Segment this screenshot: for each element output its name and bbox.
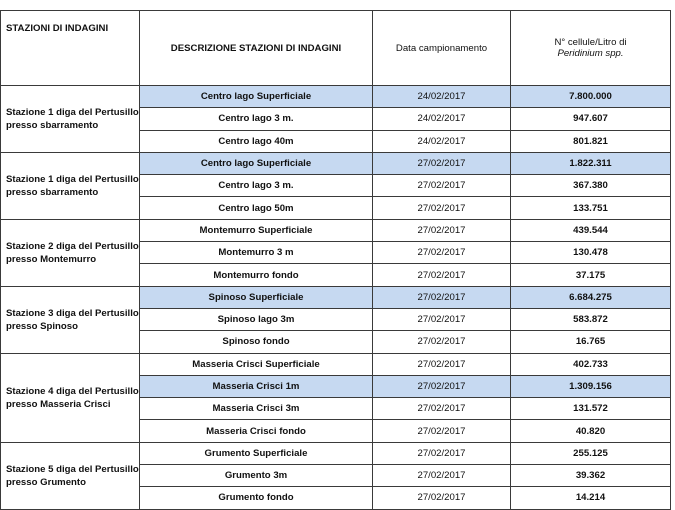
cell-count: 39.362 bbox=[511, 465, 671, 487]
header-description: DESCRIZIONE STAZIONI DI INDAGINI bbox=[140, 11, 373, 86]
sampling-date: 27/02/2017 bbox=[373, 375, 511, 397]
station-description: Centro lago Superficiale bbox=[140, 86, 373, 108]
table-row bbox=[1, 86, 671, 108]
cell-count: 40.820 bbox=[511, 420, 671, 442]
sampling-date: 24/02/2017 bbox=[373, 86, 511, 108]
station-name: Stazione 1 diga del Pertusillo presso sbarramento bbox=[1, 86, 140, 153]
station-description: Montemurro fondo bbox=[140, 264, 373, 286]
cell-count: 14.214 bbox=[511, 487, 671, 509]
station-name: Stazione 2 diga del Pertusillo presso Montemurro bbox=[1, 219, 140, 286]
table-header-row bbox=[1, 11, 671, 86]
table-body bbox=[1, 86, 671, 510]
cell-count: 37.175 bbox=[511, 264, 671, 286]
cell-count: 402.733 bbox=[511, 353, 671, 375]
station-name: Stazione 3 diga del Pertusillo presso Spinoso bbox=[1, 286, 140, 353]
sampling-date: 24/02/2017 bbox=[373, 130, 511, 152]
cell-count: 6.684.275 bbox=[511, 286, 671, 308]
sampling-date: 27/02/2017 bbox=[373, 353, 511, 375]
phytoplankton-table bbox=[0, 10, 671, 510]
cell-count: 439.544 bbox=[511, 219, 671, 241]
station-description: Centro lago 40m bbox=[140, 130, 373, 152]
sampling-date: 27/02/2017 bbox=[373, 420, 511, 442]
table-row bbox=[1, 286, 671, 308]
header-date-label: Data campionamento bbox=[395, 42, 488, 54]
table-row bbox=[1, 353, 671, 375]
station-description: Centro lago Superficiale bbox=[140, 152, 373, 174]
cell-count: 1.309.156 bbox=[511, 375, 671, 397]
station-description: Spinoso fondo bbox=[140, 331, 373, 353]
station-description: Grumento Superficiale bbox=[140, 442, 373, 464]
sampling-date: 27/02/2017 bbox=[373, 331, 511, 353]
station-name: Stazione 1 diga del Pertusillo presso sbarramento bbox=[1, 152, 140, 219]
sampling-date: 24/02/2017 bbox=[373, 108, 511, 130]
table-row bbox=[1, 219, 671, 241]
header-cells-label: N° cellule/Litro di bbox=[554, 37, 627, 48]
table-row bbox=[1, 442, 671, 464]
sampling-date: 27/02/2017 bbox=[373, 398, 511, 420]
header-cells bbox=[511, 11, 671, 86]
cell-count: 133.751 bbox=[511, 197, 671, 219]
header-station: STAZIONI DI INDAGINI bbox=[1, 11, 140, 86]
sampling-date: 27/02/2017 bbox=[373, 175, 511, 197]
sampling-date: 27/02/2017 bbox=[373, 286, 511, 308]
cell-count: 947.607 bbox=[511, 108, 671, 130]
station-description: Masseria Crisci 3m bbox=[140, 398, 373, 420]
sampling-date: 27/02/2017 bbox=[373, 487, 511, 509]
cell-count: 1.822.311 bbox=[511, 152, 671, 174]
sampling-date: 27/02/2017 bbox=[373, 264, 511, 286]
sampling-date: 27/02/2017 bbox=[373, 442, 511, 464]
sampling-date: 27/02/2017 bbox=[373, 152, 511, 174]
station-description: Montemurro Superficiale bbox=[140, 219, 373, 241]
cell-count: 801.821 bbox=[511, 130, 671, 152]
sampling-date: 27/02/2017 bbox=[373, 242, 511, 264]
station-description: Centro lago 3 m. bbox=[140, 108, 373, 130]
cell-count: 367.380 bbox=[511, 175, 671, 197]
sampling-date: 27/02/2017 bbox=[373, 308, 511, 330]
station-description: Spinoso Superficiale bbox=[140, 286, 373, 308]
table-row bbox=[1, 152, 671, 174]
station-description: Grumento fondo bbox=[140, 487, 373, 509]
header-cells-species: Peridinium spp. bbox=[557, 48, 624, 59]
station-description: Spinoso lago 3m bbox=[140, 308, 373, 330]
sampling-date: 27/02/2017 bbox=[373, 197, 511, 219]
cell-count: 130.478 bbox=[511, 242, 671, 264]
station-description: Masseria Crisci 1m bbox=[140, 375, 373, 397]
station-name: Stazione 5 diga del Pertusillo presso Grumento bbox=[1, 442, 140, 509]
header-date bbox=[373, 11, 511, 86]
cell-count: 255.125 bbox=[511, 442, 671, 464]
station-description: Masseria Crisci fondo bbox=[140, 420, 373, 442]
station-description: Centro lago 3 m. bbox=[140, 175, 373, 197]
sampling-date: 27/02/2017 bbox=[373, 465, 511, 487]
station-description: Grumento 3m bbox=[140, 465, 373, 487]
station-name: Stazione 4 diga del Pertusillo presso Masseria Crisci bbox=[1, 353, 140, 442]
station-description: Masseria Crisci Superficiale bbox=[140, 353, 373, 375]
cell-count: 583.872 bbox=[511, 308, 671, 330]
station-description: Montemurro 3 m bbox=[140, 242, 373, 264]
cell-count: 7.800.000 bbox=[511, 86, 671, 108]
cell-count: 16.765 bbox=[511, 331, 671, 353]
cell-count: 131.572 bbox=[511, 398, 671, 420]
station-description: Centro lago 50m bbox=[140, 197, 373, 219]
sampling-date: 27/02/2017 bbox=[373, 219, 511, 241]
